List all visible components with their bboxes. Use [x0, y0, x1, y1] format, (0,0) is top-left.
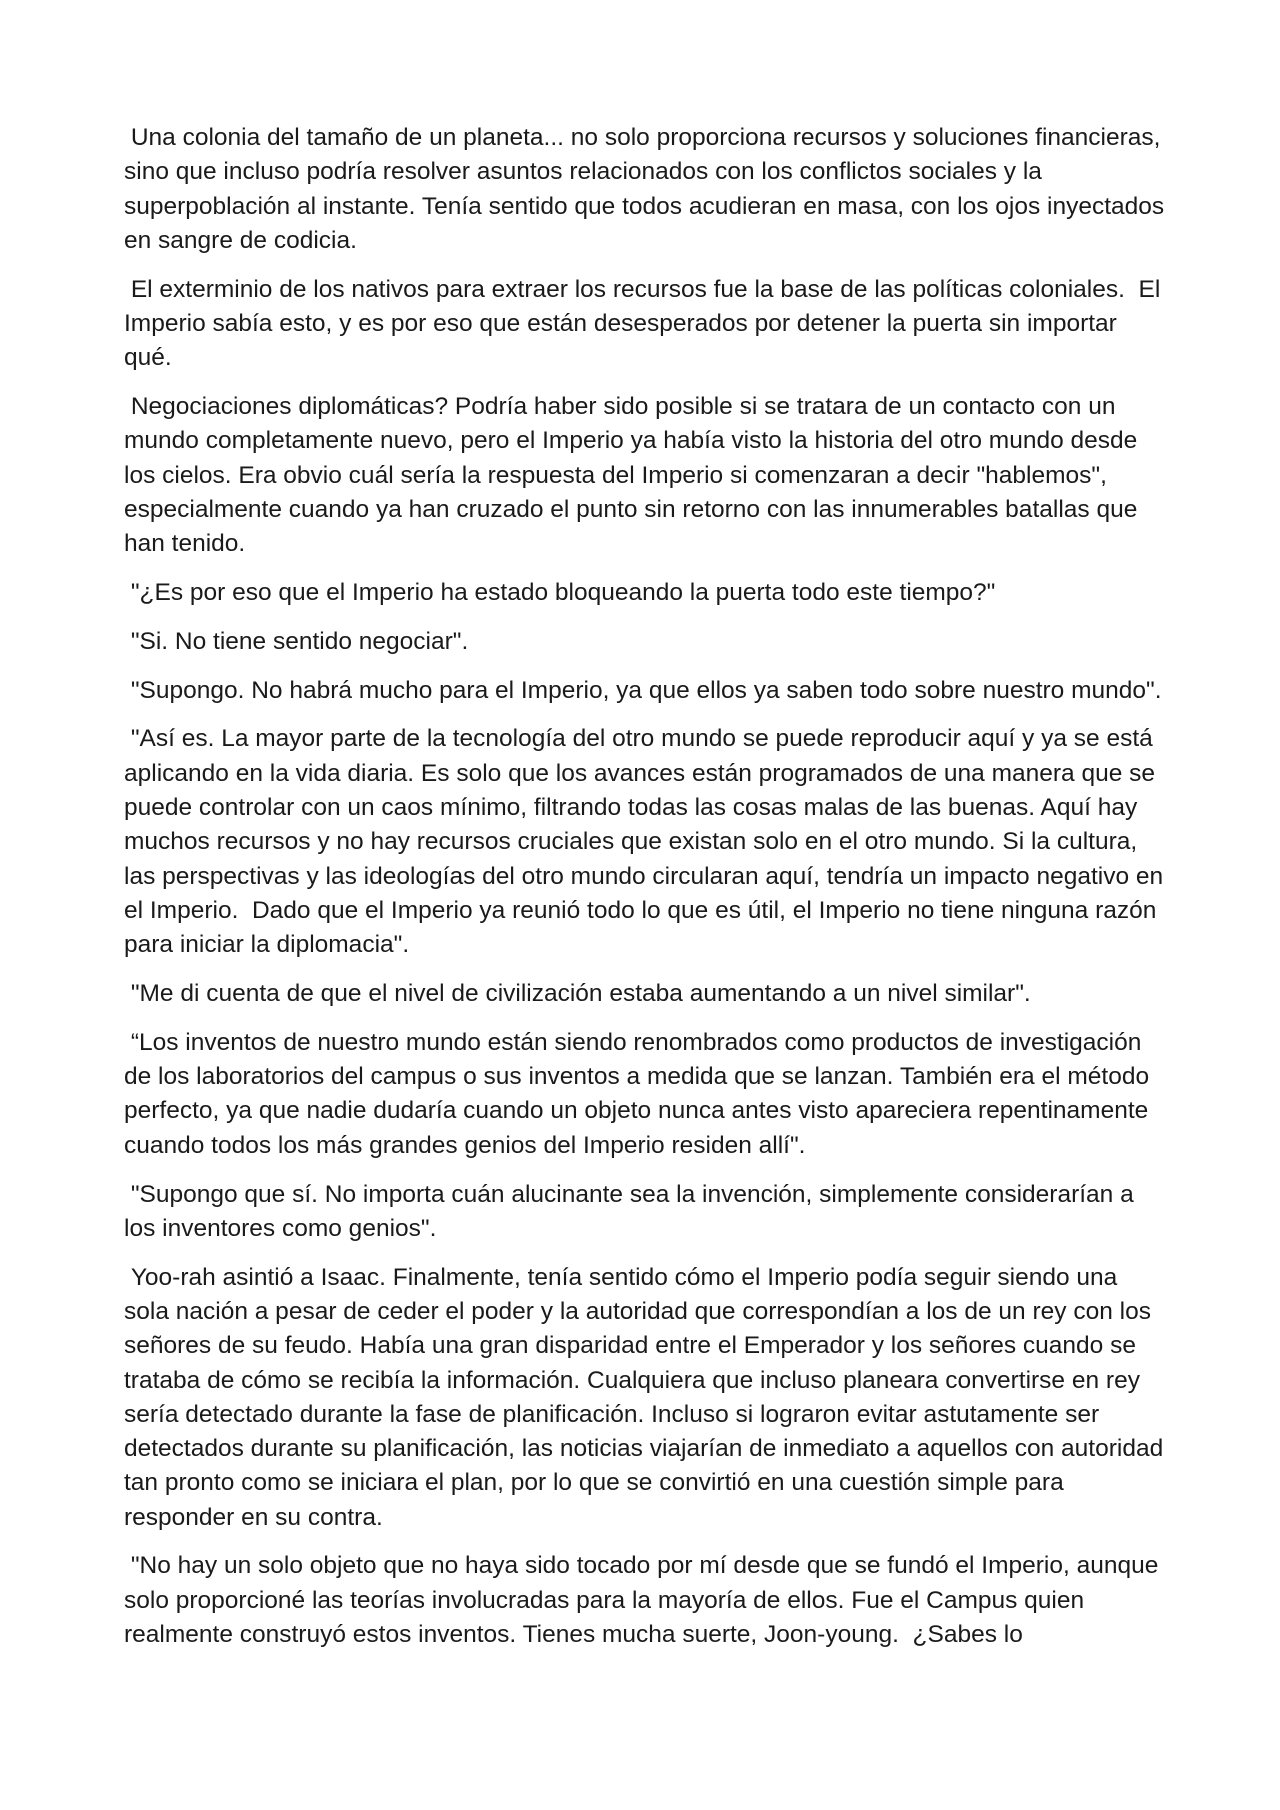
paragraph-colony: Una colonia del tamaño de un planeta... no solo proporciona recursos y soluciones financieras, sino que incluso podría resolver asuntos relacionados con los conflictos sociales y la superpoblación al instante. Tenía sentido que todos acudieran en masa, con los ojos inyectados en sangre de codicia. [124, 124, 1171, 254]
paragraph-extermination: El exterminio de los nativos para extraer los recursos fue la base de las políticas coloniales. El Imperio sabía esto, y es por eso que están desesperados por detener la puerta sin importar qué. [124, 275, 1168, 372]
dialogue-blocking-gate: "¿Es por eso que el Imperio ha estado bloqueando la puerta todo este tiempo?" [124, 579, 996, 607]
dialogue-inventions: “Los inventos de nuestro mundo están siendo renombrados como productos de investigación de los laboratorios del campus o sus inventos a medida que se lanzan. También era el método perfecto, ya que nadie dudaría cuando un objeto nunca antes visto apareciera repentinamente cuando todos los más grandes genios del Imperio residen allí". [124, 1028, 1156, 1159]
dialogue-civilization-level: "Me di cuenta de que el nivel de civilización estaba aumentando a un nivel similar". [124, 980, 1031, 1008]
dialogue-suppose: "Supongo. No habrá mucho para el Imperio, ya que ellos ya saben todo sobre nuestro mundo". [124, 676, 1162, 704]
paragraph-yoo-rah: Yoo-rah asintió a Isaac. Finalmente, tenía sentido cómo el Imperio podía seguir siendo una sola nación a pesar de ceder el poder y la autoridad que correspondían a los de un rey con los señores de su feudo. Había una gran disparidad entre el Emperador y los señores cuando se trataba de cómo se recibía la información. Cualquiera que incluso planeara convertirse en rey sería detectado durante la fase de planificación. Incluso si lograron evitar astutamente ser detectados durante su planificación, las noticias viajarían de inmediato a aquellos con autoridad tan pronto como se iniciara el plan, por lo que se convirtió en una cuestión simple para responder en su contra. [124, 1263, 1171, 1531]
paragraph-negotiations: Negociaciones diplomáticas? Podría haber sido posible si se tratara de un contacto con un mundo completamente nuevo, pero el Imperio ya había visto la historia del otro mundo desde los cielos. Era obvio cuál sería la respuesta del Imperio si comenzaran a decir "hablemos", especialmente cuando ya han cruzado el punto sin retorno con las innumerables batallas que han tenido. [124, 393, 1145, 558]
dialogue-no-sense: "Si. No tiene sentido negociar". [124, 627, 469, 655]
dialogue-technology: "Así es. La mayor parte de la tecnología del otro mundo se puede reproducir aquí y ya se está aplicando en la vida diaria. Es solo que los avances están programados de una manera que se puede controlar con un caos mínimo, filtrando todas las cosas malas de las buenas. Aquí hay muchos recursos y no hay recursos cruciales que existan solo en el otro mundo. Si la cultura, las perspectivas y las ideologías del otro mundo circularan aquí, tendría un impacto negativo en el Imperio. Dado que el Imperio ya reunió todo lo que es útil, el Imperio no tiene ninguna razón para iniciar la diplomacia". [124, 725, 1170, 959]
dialogue-geniuses: "Supongo que sí. No importa cuán alucinante sea la invención, simplemente considerarían a los inventores como genios". [124, 1180, 1141, 1242]
dialogue-objects: "No hay un solo objeto que no haya sido tocado por mí desde que se fundó el Imperio, aunque solo proporcioné las teorías involucradas para la mayoría de ellos. Fue el Campus quien realmente construyó estos inventos. Tienes mucha suerte, Joon-young. ¿Sabes lo [124, 1552, 1166, 1649]
document-body [124, 121, 1169, 1667]
